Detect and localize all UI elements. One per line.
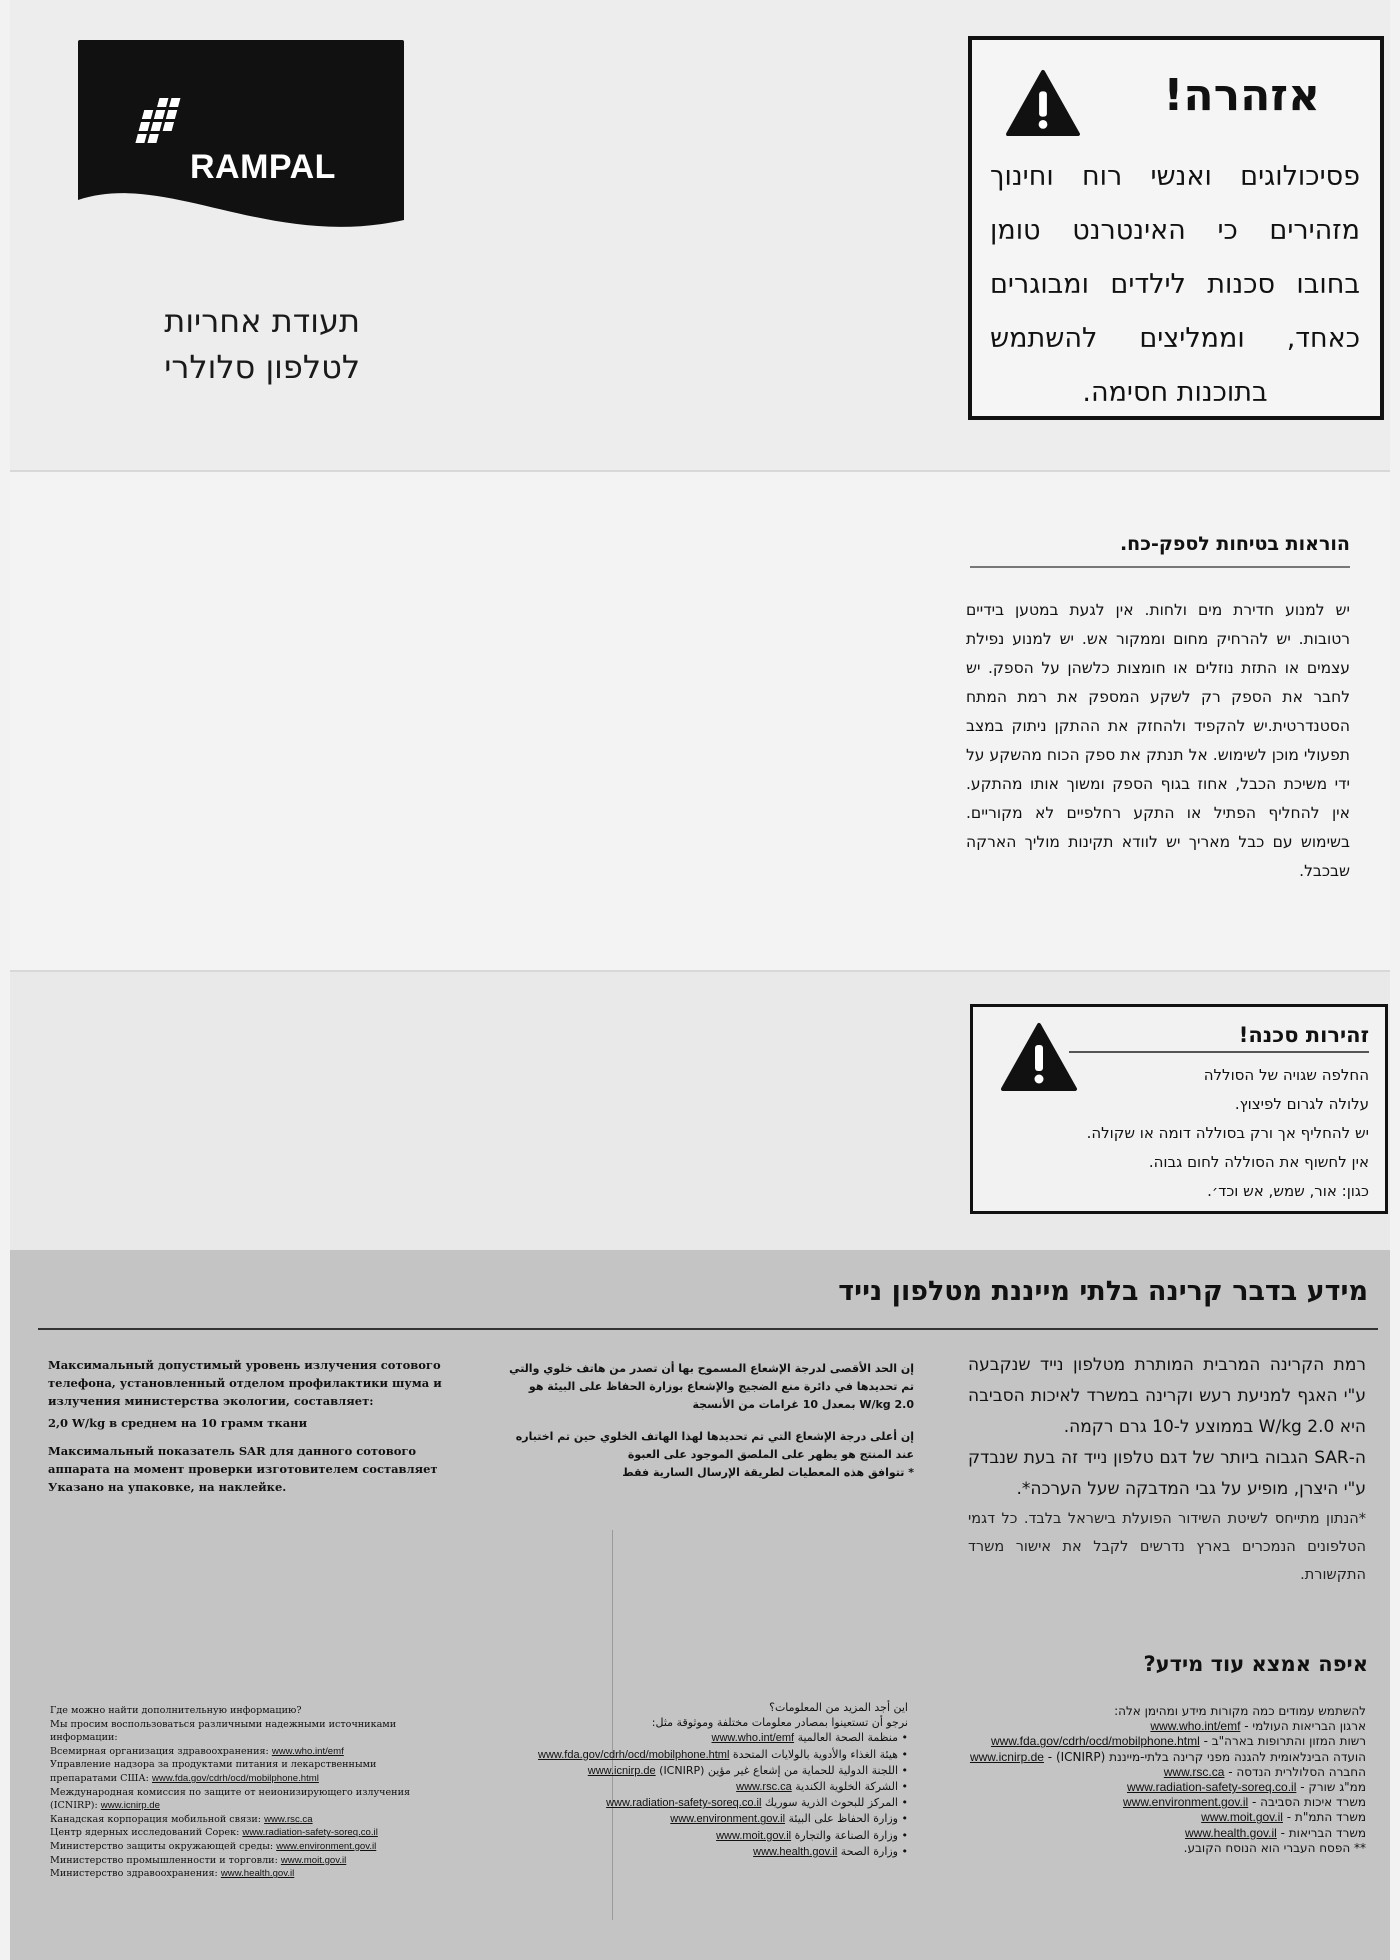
source-link[interactable]: www.environment.gov.il: [670, 1813, 786, 1826]
source-row: [50, 1786, 430, 1813]
source-label: المركز للبحوث الذرية سوريك: [764, 1796, 898, 1810]
source-row: [966, 1719, 1366, 1734]
source-row: • المركز للبحوث الذرية سوريك www.radiation-safety-soreq.co.il: [606, 1796, 908, 1810]
source-label: Международная комиссия по защите от неионизирующего излучения (ICNIRP):: [50, 1786, 411, 1812]
source-link[interactable]: www.who.int/emf: [1150, 1719, 1241, 1734]
source-row: • وزارة الصناعة والتجارة www.moit.gov.il: [716, 1828, 908, 1842]
danger-line: אין לחשוף את הסוללה לחום גבוה.: [1148, 1153, 1369, 1171]
fold-line: [10, 470, 1390, 472]
logo-wave: [78, 180, 404, 240]
source-label: Министерство промышленности и торговли:: [50, 1854, 278, 1866]
source-link[interactable]: www.fda.gov/cdrh/ocd/mobilphone.html: [151, 1772, 319, 1784]
radiation-info-russian: [48, 1356, 468, 1496]
source-row: • منظمة الصحة العالمية www.who.int/emf: [711, 1731, 908, 1745]
safety-instructions-body: יש למנוע חדירת מים ולחות. אין לגעת במטען בידיים רטובות. יש להרחיק מחום וממקור אש. יש למנוע נפילת עצמים או התזת נוזלים או חומצות כלשהן על הספק. יש לחבר את הספק רק לשקע המספק את רמת המתח הסטנדרטית.יש להקפיד ולהחזק את ההתקן ניתוק במצב תפעולי מוכן לשימוש. אל תנתק את ספק הכוח מהשקע על ידי משיכת הכבל, אחוז בגוף הספק ומשוך אותו מהתקע. אין להחליף הפתיל או התקע רחלפיים לא מקוריים. בשימוש עם כבל מאריך יש לוודא תקינות מוליך הארקה שבכבל.: [966, 601, 1350, 880]
source-label: Министерство защиты окружающей среды:: [50, 1840, 274, 1852]
source-row: • هيئة الغذاء والأدوية بالولايات المتحدة www.fda.gov/cdrh/ocd/mobilphone.html: [538, 1747, 908, 1761]
more-info-intro: Где можно найти дополнительную информацию?: [50, 1705, 302, 1716]
source-row: [966, 1826, 1366, 1841]
source-row: • الشركة الخلوية الكندية www.rsc.ca: [736, 1780, 908, 1794]
source-link[interactable]: www.health.gov.il: [753, 1845, 838, 1858]
internet-warning-box: [968, 36, 1384, 420]
source-label: ארגון הבריאות העולמי -: [1244, 1719, 1366, 1734]
source-link[interactable]: www.who.int/emf: [271, 1745, 344, 1757]
source-row: [50, 1826, 430, 1840]
source-row: [50, 1813, 430, 1827]
radiation-note: *הנתון מתייחס לשיטת השידור הפועלת בישראל בלבד. כל דגמי הטלפונים הנמכרים בארץ נדרשים לקבל את אישור משרד התקשורת.: [968, 1511, 1366, 1583]
source-label: Министерство здравоохранения:: [50, 1868, 218, 1880]
source-link[interactable]: www.moit.gov.il: [1201, 1810, 1283, 1825]
source-link[interactable]: www.radiation-safety-soreq.co.il: [242, 1827, 378, 1839]
footnote: ** הפסח העברי הוא הנוסח הקובע.: [1183, 1840, 1366, 1855]
radiation-info-arabic: [494, 1360, 914, 1482]
source-link[interactable]: www.fda.gov/cdrh/ocd/mobilphone.html: [538, 1748, 730, 1761]
source-row: • وزارة الصحة www.health.gov.il: [753, 1844, 908, 1858]
source-label: Всемирная организация здравоохранения:: [50, 1745, 269, 1757]
source-label: משרד התמ"ת -: [1286, 1810, 1366, 1825]
source-link[interactable]: www.rsc.ca: [1163, 1764, 1225, 1779]
source-row: [50, 1758, 430, 1785]
source-link[interactable]: www.moit.gov.il: [716, 1829, 792, 1842]
more-info-intro: اين أجد المزيد من المعلومات؟: [769, 1701, 908, 1714]
source-label: وزارة الحفاظ على البيئة: [788, 1812, 898, 1826]
source-label: اللجنة الدولية للحماية من إشعاع غير مؤين (ICNIRP): [659, 1763, 898, 1777]
more-info-title: איפה אמצא עוד מידע?: [1143, 1652, 1368, 1676]
source-row: [966, 1780, 1366, 1795]
source-label: Канадская корпорация мобильной связи:: [50, 1813, 261, 1825]
source-row: [966, 1765, 1366, 1780]
danger-body: [1009, 1061, 1369, 1206]
more-info-russian: [50, 1704, 430, 1881]
source-link[interactable]: www.health.gov.il: [220, 1868, 295, 1880]
source-label: משרד איכות הסביבה -: [1252, 1795, 1366, 1810]
source-label: ממ"ג שורק -: [1300, 1780, 1366, 1795]
radiation-info-hebrew: [968, 1350, 1366, 1589]
source-link[interactable]: www.who.int/emf: [711, 1732, 795, 1745]
rampal-logo: [78, 40, 404, 240]
source-label: هيئة الغذاء والأدوية بالولايات المتحدة: [732, 1747, 898, 1761]
radiation-paragraph-ru: Максимальный показатель SAR для данного сотового аппарата на момент проверки изготовителем составляет Указано на упаковке, на наклейке.: [48, 1444, 438, 1494]
source-row: • وزارة الحفاظ على البيئة www.environment.gov.il: [670, 1812, 908, 1826]
source-link[interactable]: www.icnirp.de: [969, 1749, 1044, 1764]
source-link[interactable]: www.environment.gov.il: [1123, 1795, 1249, 1810]
danger-title: זהירות סכנה!: [1238, 1023, 1369, 1047]
warranty-certificate-title: [120, 298, 360, 390]
radiation-paragraph-ar: إن أعلى درجة الإشعاع التي تم تحديدها لهذا الهاتف الخلوي حين تم اختباره عند المنتج هو يظهر على الملصق الموجود على العبوة: [515, 1430, 914, 1461]
source-label: הועדה הבינלאומית להגנה מפני קרינה בלתי-מייננת (ICNIRP) -: [1047, 1749, 1366, 1764]
source-link[interactable]: www.radiation-safety-soreq.co.il: [1126, 1780, 1297, 1795]
more-info-intro: להשתמש עמודים כמה מקורות מידע ומהימן אלה:: [1114, 1704, 1366, 1718]
warning-body: פסיכולוגים ואנשי רוח וחינוך מזהירים כי האינטרנט טומן בחובו סכנות לילדים ומבוגרים כאחד, וממליצים להשתמש בתוכנות חסימה.: [990, 161, 1360, 408]
source-link[interactable]: www.moit.gov.il: [280, 1854, 347, 1866]
radiation-paragraph: רמת הקרינה המרבית המותרת מטלפון נייד שנקבעה ע"י האגף למניעת רעש וקרינה במשרד לאיכות הסביבה היא 2.0 W/kg בממוצע ל-10 גרם רקמה.: [968, 1355, 1366, 1437]
source-link[interactable]: www.health.gov.il: [1184, 1825, 1277, 1840]
source-label: החברה הסלולרית הנדסה -: [1228, 1764, 1366, 1779]
radiation-info-title: מידע בדבר קרינה בלתי מייננת מטלפון נייד: [838, 1276, 1368, 1307]
source-row: [966, 1734, 1366, 1749]
source-row: [50, 1854, 430, 1868]
source-link[interactable]: www.icnirp.de: [100, 1800, 160, 1812]
source-row: [966, 1810, 1366, 1825]
radiation-paragraph: ה-SAR הגבוה ביותר של דגם טלפון נייד זה בעת שנבדק ע"י היצרן, מופיע על גבי המדבקה שעל הערכה*.: [968, 1448, 1366, 1499]
source-link[interactable]: www.rsc.ca: [736, 1781, 792, 1794]
more-info-hebrew: [966, 1704, 1366, 1856]
source-row: [50, 1840, 430, 1854]
source-row: [50, 1867, 430, 1881]
source-label: משרד הבריאות -: [1280, 1825, 1366, 1840]
source-link[interactable]: www.rsc.ca: [264, 1813, 313, 1825]
source-label: רשות המזון והתרופות בארה"ב -: [1203, 1734, 1366, 1749]
source-row: [966, 1795, 1366, 1810]
radiation-paragraph-ru: Максимальный допустимый уровень излучения сотового телефона, установленный отделом профилактики шума и излучения министерства экологии, составляет:: [48, 1358, 442, 1408]
source-link[interactable]: www.fda.gov/cdrh/ocd/mobilphone.html: [990, 1734, 1200, 1749]
warning-title: אזהרה!: [1163, 70, 1320, 121]
logo-grid-icon: [130, 96, 186, 152]
radiation-paragraph-ar: 2.0 W/kg بمعدل 10 غرامات من الأنسجة: [692, 1398, 914, 1411]
source-label: وزارة الصناعة والتجارة: [794, 1828, 898, 1842]
divider: [1069, 1051, 1369, 1053]
source-row: [50, 1745, 430, 1759]
danger-line: עלולה לגרום לפיצוץ.: [1234, 1095, 1369, 1113]
danger-line: החלפה שגויה של הסוללה: [1203, 1066, 1369, 1084]
more-info-intro: Мы просим воспользоваться различными надежными источниками информации:: [50, 1718, 397, 1744]
certificate-line-2: לטלפון סלולרי: [164, 348, 360, 386]
source-label: الشركة الخلوية الكندية: [795, 1780, 898, 1794]
source-link[interactable]: www.environment.gov.il: [276, 1840, 377, 1852]
divider: [970, 566, 1350, 568]
radiation-paragraph-ru: 2,0 W/kg в среднем на 10 грамм ткани: [48, 1416, 308, 1430]
more-info-arabic: [508, 1700, 908, 1860]
divider: [38, 1328, 1378, 1330]
source-row: [966, 1750, 1366, 1765]
fold-line: [10, 970, 1390, 972]
source-label: Центр ядерных исследований Сорек:: [50, 1827, 240, 1839]
source-link[interactable]: www.icnirp.de: [587, 1764, 656, 1777]
danger-line: יש להחליף אך ורק בסוללה דומה או שקולה.: [1086, 1124, 1369, 1142]
safety-instructions-title: הוראות בטיחות לספק-כח.: [1119, 533, 1350, 555]
logo-text: RAMPAL: [190, 148, 336, 186]
battery-danger-box: [970, 1004, 1388, 1214]
certificate-line-1: תעודת אחריות: [164, 302, 360, 340]
more-info-intro: نرجو أن تستعينوا بمصادر معلومات مختلفة وموثوقة مثل:: [651, 1716, 908, 1730]
source-link[interactable]: www.radiation-safety-soreq.co.il: [606, 1797, 762, 1810]
radiation-paragraph-ar: * تتوافق هذه المعطيات لطريقة الإرسال السارية فقط: [622, 1466, 914, 1479]
source-row: • اللجنة الدولية للحماية من إشعاع غير مؤين (ICNIRP) www.icnirp.de: [587, 1763, 908, 1777]
source-label: منظمة الصحة العالمية: [797, 1731, 898, 1745]
warning-triangle-icon: [1004, 68, 1082, 138]
source-label: وزارة الصحة: [840, 1844, 898, 1858]
source-label: Управление надзора за продуктами питания и лекарственными препаратами США:: [50, 1759, 377, 1784]
radiation-paragraph-ar: إن الحد الأقصى لدرجة الإشعاع المسموح بها أن تصدر من هاتف خلوي والتي تم تحديدها في دائرة منع الضجيج والإشعاع بوزارة الحفاظ على البيئة هو: [509, 1362, 914, 1393]
danger-line: כגון: אור, שמש, אש וכד׳.: [1207, 1182, 1369, 1200]
